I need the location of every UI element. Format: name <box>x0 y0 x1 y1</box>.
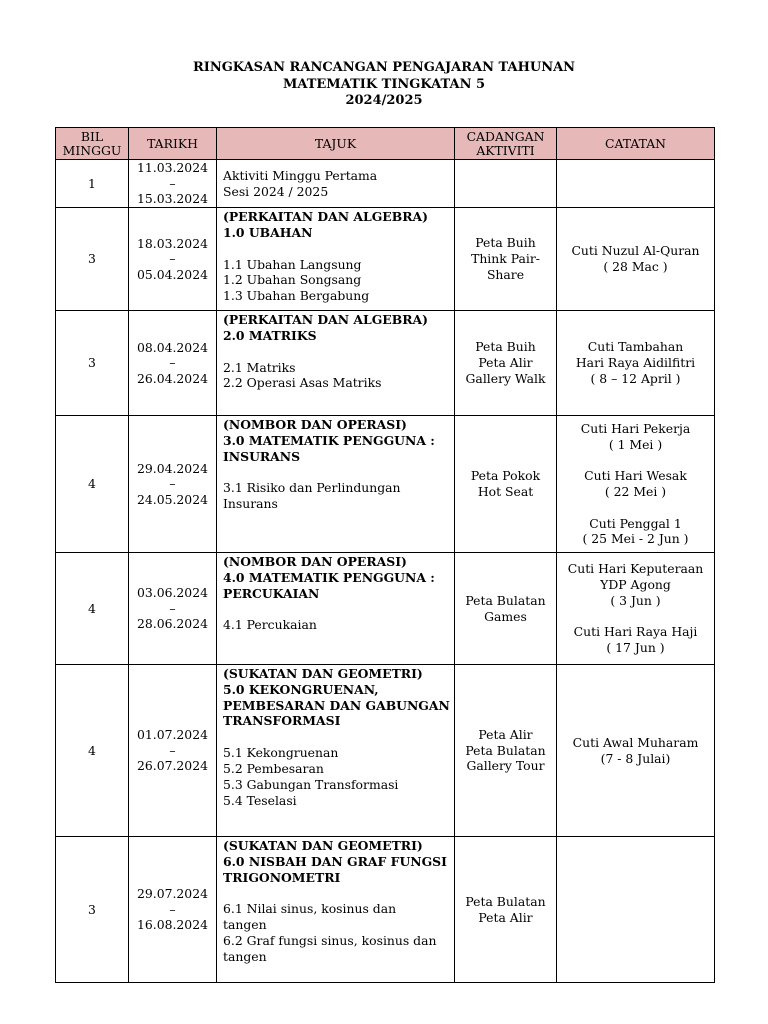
tajuk-item: Aktiviti Minggu Pertama <box>223 168 378 184</box>
table-row <box>56 416 715 553</box>
cell-catatan <box>557 160 715 208</box>
date-end: 24.05.2024 <box>137 491 208 507</box>
rpt-table <box>55 127 715 983</box>
catatan-item: YDP Agong <box>600 576 671 592</box>
aktiviti-item: Peta Buih <box>475 339 536 355</box>
cell-tajuk <box>217 553 455 665</box>
cell-catatan <box>557 553 715 665</box>
tajuk-item: 2.2 Operasi Asas Matriks <box>223 375 382 391</box>
cell-tajuk <box>217 665 455 837</box>
header-row <box>56 128 715 160</box>
aktiviti-item: Peta Alir <box>478 909 533 925</box>
aktiviti-item: Peta Bulatan <box>465 592 546 608</box>
tajuk-spacer <box>223 885 450 901</box>
cell-tarikh <box>129 416 217 553</box>
date-separator: – <box>169 355 176 371</box>
cell-tajuk <box>217 837 455 983</box>
tajuk-item: tangen <box>223 917 267 933</box>
cell-cadangan-aktiviti <box>455 311 557 416</box>
cell-catatan <box>557 416 715 553</box>
tajuk-item: Sesi 2024 / 2025 <box>223 184 329 199</box>
tajuk-item: 1.2 Ubahan Songsang <box>223 272 362 288</box>
tajuk-spacer <box>223 601 450 617</box>
catatan-spacer <box>557 500 714 516</box>
cell-catatan <box>557 837 715 983</box>
header-bil-minggu <box>56 128 129 160</box>
header-tajuk: TAJUK <box>217 128 455 160</box>
tajuk-item: tangen <box>223 948 267 964</box>
catatan-item: Cuti Tambahan <box>587 339 684 355</box>
cell-bil-minggu: 4 <box>56 416 129 553</box>
catatan-spacer <box>557 609 714 625</box>
cell-tarikh <box>129 311 217 416</box>
cell-bil-minggu: 1 <box>56 160 129 208</box>
date-end: 26.07.2024 <box>137 758 208 774</box>
cell-cadangan-aktiviti <box>455 553 557 665</box>
date-start: 29.07.2024 <box>137 886 208 902</box>
tajuk-heading-line: (PERKAITAN DAN ALGEBRA) <box>223 209 428 224</box>
title-line-2: MATEMATIK TINGKATAN 5 <box>282 76 486 92</box>
table-row <box>56 160 715 208</box>
aktiviti-item: Peta Bulatan <box>465 893 546 909</box>
catatan-item: Cuti Awal Muharam <box>572 734 699 750</box>
date-separator: – <box>169 901 176 917</box>
table-row <box>56 665 715 837</box>
aktiviti-item: Hot Seat <box>477 484 534 499</box>
aktiviti-item: Gallery Walk <box>465 370 546 386</box>
header-cadangan-line1: CADANGAN <box>466 128 545 144</box>
tajuk-item: 5.3 Gabungan Transformasi <box>223 776 399 792</box>
date-end: 05.04.2024 <box>137 266 208 282</box>
table-row <box>56 311 715 416</box>
date-start: 29.04.2024 <box>137 460 208 476</box>
tajuk-spacer <box>223 729 450 745</box>
aktiviti-item: Games <box>484 608 527 624</box>
header-bil-line2: MINGGU <box>62 142 122 158</box>
date-separator: – <box>169 175 176 191</box>
catatan-item: (7 - 8 Julai) <box>600 750 671 766</box>
catatan-item: ( 28 Mac ) <box>603 259 668 274</box>
cell-cadangan-aktiviti <box>455 416 557 553</box>
tajuk-item: 3.1 Risiko dan Perlindungan <box>223 480 401 496</box>
tajuk-item: 5.2 Pembesaran <box>223 760 324 776</box>
catatan-item: ( 3 Jun ) <box>610 592 661 608</box>
tajuk-item: 6.2 Graf fungsi sinus, kosinus dan <box>223 932 437 948</box>
catatan-item: Cuti Hari Raya Haji <box>573 624 698 640</box>
cell-tajuk <box>217 416 455 553</box>
catatan-item: Cuti Hari Wesak <box>584 468 687 484</box>
date-separator: – <box>169 742 176 758</box>
cell-tajuk <box>217 208 455 311</box>
date-separator: – <box>169 251 176 267</box>
header-bil-line1: BIL <box>80 128 104 144</box>
cell-catatan <box>557 208 715 311</box>
catatan-item: ( 25 Mei - 2 Jun ) <box>582 531 689 547</box>
cell-tarikh <box>129 837 217 983</box>
header-tarikh: TARIKH <box>129 128 217 160</box>
tajuk-item: 5.1 Kekongruenan <box>223 745 339 761</box>
cell-bil-minggu: 3 <box>56 208 129 311</box>
cell-catatan <box>557 665 715 837</box>
date-start: 01.07.2024 <box>137 727 208 743</box>
catatan-item: ( 22 Mei ) <box>604 484 667 499</box>
tajuk-heading-line: TRANSFORMASI <box>223 713 341 729</box>
table-row <box>56 553 715 665</box>
tajuk-heading-line: 6.0 NISBAH DAN GRAF FUNGSI <box>223 853 447 869</box>
cell-tarikh <box>129 160 217 208</box>
title-line-3: 2024/2025 <box>345 93 423 108</box>
aktiviti-item: Peta Alir <box>478 355 533 371</box>
tajuk-heading-line: (SUKATAN DAN GEOMETRI) <box>223 838 423 853</box>
catatan-item: Hari Raya Aidilfitri <box>575 355 696 371</box>
tajuk-heading-line: TRIGONOMETRI <box>223 869 341 885</box>
cell-catatan <box>557 311 715 416</box>
cell-bil-minggu: 4 <box>56 553 129 665</box>
cell-cadangan-aktiviti <box>455 208 557 311</box>
catatan-item: ( 17 Jun ) <box>606 640 665 656</box>
aktiviti-item: Peta Bulatan <box>465 742 546 758</box>
date-end: 26.04.2024 <box>137 370 208 386</box>
catatan-spacer <box>557 452 714 468</box>
cell-tajuk <box>217 160 455 208</box>
date-end: 15.03.2024 <box>137 191 208 207</box>
date-separator: – <box>169 476 176 492</box>
tajuk-item: 1.3 Ubahan Bergabung <box>223 288 370 304</box>
date-end: 16.08.2024 <box>137 917 208 933</box>
catatan-item: Cuti Hari Keputeraan <box>567 561 704 577</box>
catatan-item: ( 1 Mei ) <box>608 436 663 452</box>
tajuk-item: 1.1 Ubahan Langsung <box>223 256 362 272</box>
document-heading <box>0 60 768 110</box>
title-line-1: RINGKASAN RANCANGAN PENGAJARAN TAHUNAN <box>192 60 576 75</box>
tajuk-item: 2.1 Matriks <box>223 359 296 375</box>
aktiviti-item: Share <box>486 266 525 282</box>
aktiviti-item: Gallery Tour <box>466 758 545 774</box>
tajuk-heading-line: (NOMBOR DAN OPERASI) <box>223 417 407 432</box>
date-end: 28.06.2024 <box>137 616 208 632</box>
tajuk-item: 4.1 Percukaian <box>223 617 317 633</box>
cell-tarikh <box>129 208 217 311</box>
table-row <box>56 837 715 983</box>
tajuk-spacer <box>223 464 450 480</box>
tajuk-item: 6.1 Nilai sinus, kosinus dan <box>223 901 397 917</box>
aktiviti-item: Think Pair- <box>471 251 540 267</box>
header-cadangan-line2: AKTIVITI <box>476 142 535 158</box>
tajuk-spacer <box>223 344 450 360</box>
tajuk-heading-line: (NOMBOR DAN OPERASI) <box>223 554 407 569</box>
cell-cadangan-aktiviti <box>455 160 557 208</box>
cell-tajuk <box>217 311 455 416</box>
tajuk-item: 5.4 Teselasi <box>223 792 297 808</box>
tajuk-heading-line: INSURANS <box>223 448 301 464</box>
aktiviti-item: Peta Buih <box>475 235 536 251</box>
tajuk-heading-line: PEMBESARAN DAN GABUNGAN <box>223 697 450 713</box>
tajuk-heading-line: 2.0 MATRIKS <box>223 327 317 343</box>
cell-bil-minggu: 4 <box>56 665 129 837</box>
tajuk-heading-line: (SUKATAN DAN GEOMETRI) <box>223 666 423 681</box>
table-body <box>56 160 715 983</box>
cell-cadangan-aktiviti <box>455 837 557 983</box>
aktiviti-item: Peta Pokok <box>470 468 541 484</box>
catatan-item: Cuti Hari Pekerja <box>580 420 691 436</box>
cell-tarikh <box>129 665 217 837</box>
tajuk-heading-line: 1.0 UBAHAN <box>223 224 313 240</box>
header-catatan: CATATAN <box>557 128 715 160</box>
tajuk-item: Insurans <box>223 496 278 512</box>
table-row <box>56 208 715 311</box>
tajuk-spacer <box>223 241 450 257</box>
date-start: 11.03.2024 <box>137 160 208 176</box>
aktiviti-item: Peta Alir <box>478 726 533 742</box>
tajuk-heading-line: 5.0 KEKONGRUENAN, <box>223 681 379 697</box>
tajuk-heading-line: 3.0 MATEMATIK PENGGUNA : <box>223 432 435 448</box>
catatan-item: ( 8 – 12 April ) <box>590 370 681 386</box>
catatan-item: Cuti Nuzul Al-Quran <box>571 243 700 259</box>
header-cadangan-aktiviti <box>455 128 557 160</box>
tajuk-heading-line: (PERKAITAN DAN ALGEBRA) <box>223 312 428 327</box>
tajuk-heading-line: 4.0 MATEMATIK PENGGUNA : <box>223 569 435 585</box>
date-start: 08.04.2024 <box>137 339 208 355</box>
date-start: 03.06.2024 <box>137 585 208 601</box>
catatan-item: Cuti Penggal 1 <box>589 515 682 531</box>
date-start: 18.03.2024 <box>137 235 208 251</box>
cell-bil-minggu: 3 <box>56 311 129 416</box>
tajuk-heading-line: PERCUKAIAN <box>223 585 320 601</box>
cell-cadangan-aktiviti <box>455 665 557 837</box>
cell-tarikh <box>129 553 217 665</box>
date-separator: – <box>169 600 176 616</box>
cell-bil-minggu: 3 <box>56 837 129 983</box>
